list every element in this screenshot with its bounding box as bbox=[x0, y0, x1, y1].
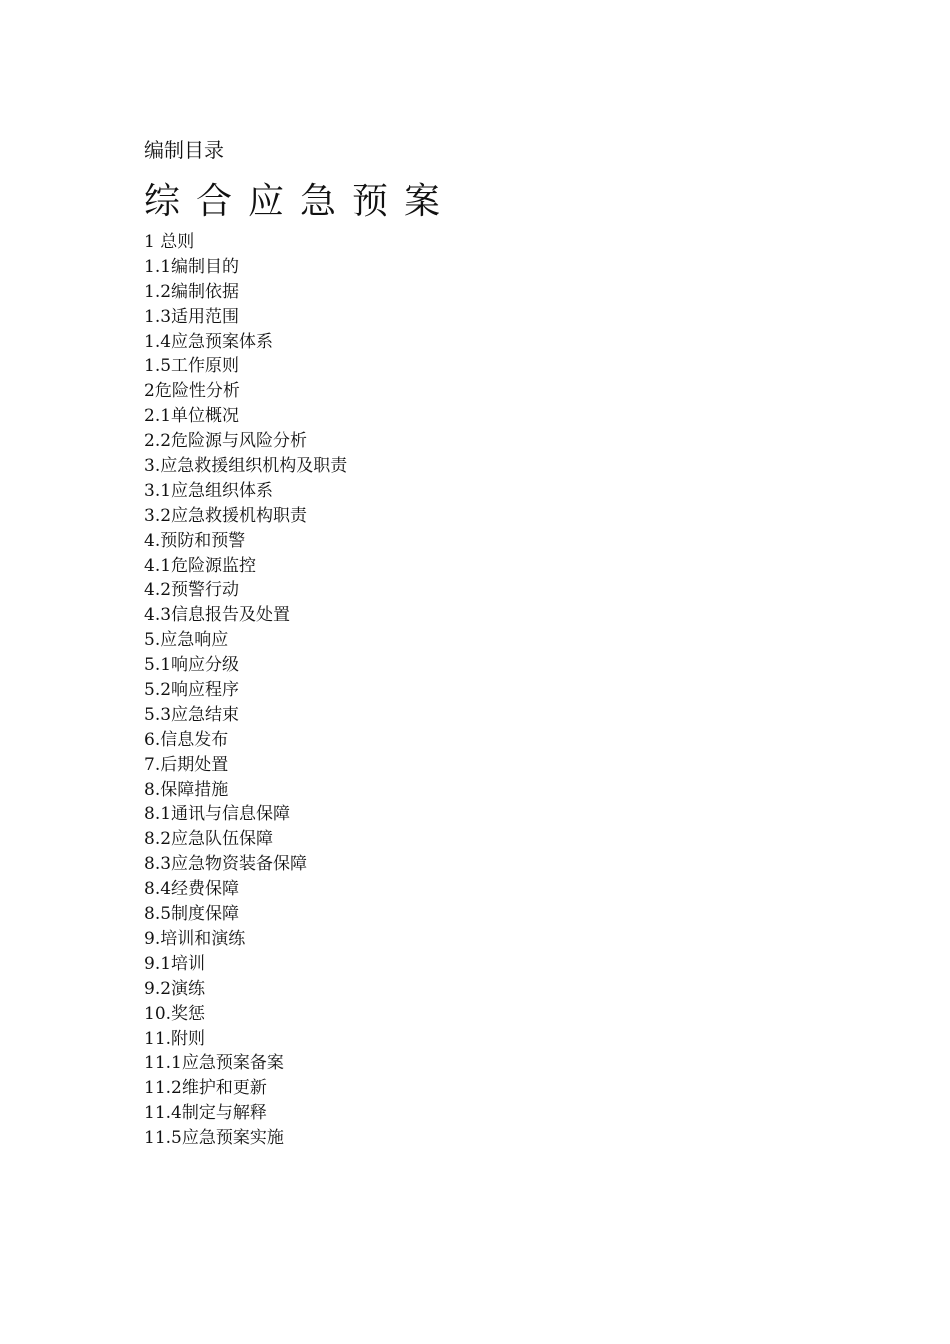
toc-entry: 1 总则 bbox=[144, 232, 195, 252]
toc-entry: 3.2应急救援机构职责 bbox=[144, 505, 308, 526]
toc-entry: 1.3适用范围 bbox=[144, 306, 240, 327]
toc-entry: 9.培训和演练 bbox=[144, 928, 246, 949]
table-of-contents bbox=[144, 230, 844, 1151]
toc-entry: 1.2编制依据 bbox=[144, 281, 240, 302]
toc-entry: 9.2演练 bbox=[144, 978, 206, 999]
toc-entry: 1.5工作原则 bbox=[144, 356, 240, 377]
toc-entry: 4.3信息报告及处置 bbox=[144, 605, 291, 626]
toc-entry: 4.1危险源监控 bbox=[144, 555, 257, 576]
toc-entry: 8.4经费保障 bbox=[144, 879, 240, 900]
toc-entry: 4.2预警行动 bbox=[144, 580, 240, 601]
toc-entry: 5.2响应程序 bbox=[144, 680, 240, 701]
toc-entry: 8.3应急物资装备保障 bbox=[144, 854, 308, 875]
toc-entry: 5.应急响应 bbox=[144, 630, 229, 651]
toc-entry: 11.2维护和更新 bbox=[144, 1078, 267, 1099]
toc-entry: 2.1单位概况 bbox=[144, 406, 240, 427]
toc-entry: 11.4制定与解释 bbox=[144, 1103, 267, 1124]
toc-entry: 3.应急救援组织机构及职责 bbox=[144, 456, 348, 477]
document-page bbox=[144, 136, 844, 1151]
toc-entry: 7.后期处置 bbox=[144, 754, 229, 775]
toc-entry: 6.信息发布 bbox=[144, 729, 229, 750]
toc-entry: 3.1应急组织体系 bbox=[144, 480, 274, 501]
toc-entry: 10.奖惩 bbox=[144, 1003, 206, 1024]
toc-entry: 11.5应急预案实施 bbox=[144, 1128, 284, 1149]
toc-entry: 9.1培训 bbox=[144, 953, 206, 974]
toc-entry: 4.预防和预警 bbox=[144, 530, 246, 551]
toc-entry: 8.1通讯与信息保障 bbox=[144, 804, 291, 825]
toc-entry: 2.2危险源与风险分析 bbox=[144, 431, 308, 452]
toc-entry: 8.保障措施 bbox=[144, 779, 229, 800]
toc-entry: 5.3应急结束 bbox=[144, 704, 240, 725]
toc-entry: 1.4应急预案体系 bbox=[144, 331, 274, 352]
section-heading: 编制目录 bbox=[144, 138, 224, 162]
toc-entry: 1.1编制目的 bbox=[144, 256, 240, 277]
toc-entry: 2危险性分析 bbox=[144, 381, 240, 402]
document-title: 综合应急预案 bbox=[144, 181, 457, 222]
toc-entry: 8.2应急队伍保障 bbox=[144, 829, 274, 850]
toc-entry: 11.附则 bbox=[144, 1028, 206, 1049]
toc-entry: 8.5制度保障 bbox=[144, 904, 240, 925]
toc-entry: 5.1响应分级 bbox=[144, 655, 240, 676]
toc-entry: 11.1应急预案备案 bbox=[144, 1053, 284, 1074]
